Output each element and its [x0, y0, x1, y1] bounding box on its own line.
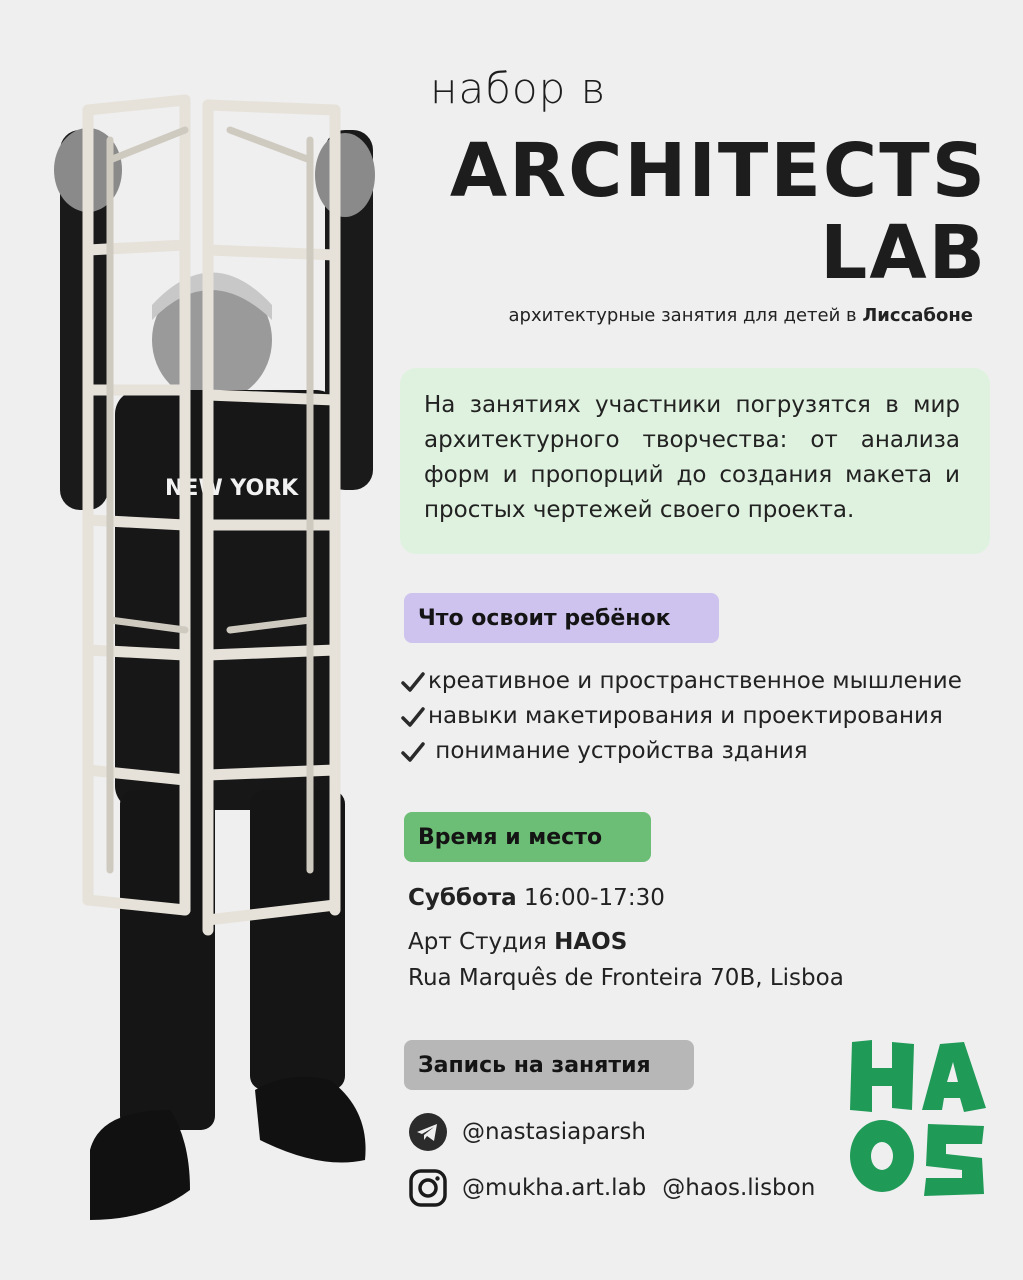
- haos-logo: [848, 1038, 988, 1198]
- signup-heading: [404, 1040, 694, 1090]
- schedule-day: Суббота: [408, 885, 517, 911]
- instagram-contacts: [408, 1168, 815, 1208]
- eyebrow-text: набор в: [430, 64, 607, 113]
- schedule-heading: [404, 812, 651, 862]
- check-icon: [400, 739, 426, 765]
- schedule-time-row: [408, 880, 844, 916]
- subtitle-prefix: архитектурные занятия для детей в: [508, 305, 863, 326]
- schedule-studio-row: [408, 924, 844, 960]
- schedule-details: [408, 880, 844, 996]
- title-line-2: LAB: [820, 210, 987, 296]
- schedule-heading-label: Время и место: [418, 824, 603, 850]
- studio-prefix: Арт Студия: [408, 929, 555, 955]
- instagram-icon: [408, 1168, 448, 1208]
- subtitle: [509, 305, 973, 326]
- schedule-address: Rua Marquês de Fronteira 70B, Lisboa: [408, 965, 844, 991]
- instagram-handle-1[interactable]: @mukha.art.lab: [462, 1175, 647, 1201]
- list-item: [400, 664, 1000, 699]
- telegram-handle[interactable]: @nastasiaparsh: [462, 1119, 646, 1145]
- skill-label: понимание устройства здания: [428, 738, 808, 764]
- hero-photo: [40, 70, 390, 1240]
- skills-heading-label: Что освоит ребёнок: [418, 605, 671, 631]
- subtitle-city: Лиссабоне: [862, 305, 973, 326]
- title-line-1: ARCHITECTS: [449, 128, 987, 214]
- intro-box: [400, 368, 990, 554]
- skill-label: креативное и пространственное мышление: [428, 668, 962, 694]
- list-item: [400, 699, 1000, 734]
- instagram-handle-2[interactable]: @haos.lisbon: [662, 1175, 816, 1201]
- svg-text:NEW YORK: NEW YORK: [165, 476, 299, 501]
- page-title: [450, 130, 987, 294]
- check-icon: [400, 669, 426, 695]
- studio-name: HAOS: [554, 929, 628, 955]
- check-icon: [400, 704, 426, 730]
- telegram-contact[interactable]: [408, 1112, 646, 1152]
- intro-text: На занятиях участники погрузятся в мир архитектурного творчества: от анализа форм и пропорций до создания макета и простых чертежей своего проекта.: [424, 392, 960, 523]
- list-item: [400, 734, 1000, 769]
- skill-label: навыки макетирования и проектирования: [428, 703, 943, 729]
- skills-heading: [404, 593, 719, 643]
- signup-heading-label: Запись на занятия: [418, 1052, 651, 1078]
- schedule-time: 16:00-17:30: [516, 885, 665, 911]
- skills-list: [400, 664, 1000, 769]
- telegram-icon: [408, 1112, 448, 1152]
